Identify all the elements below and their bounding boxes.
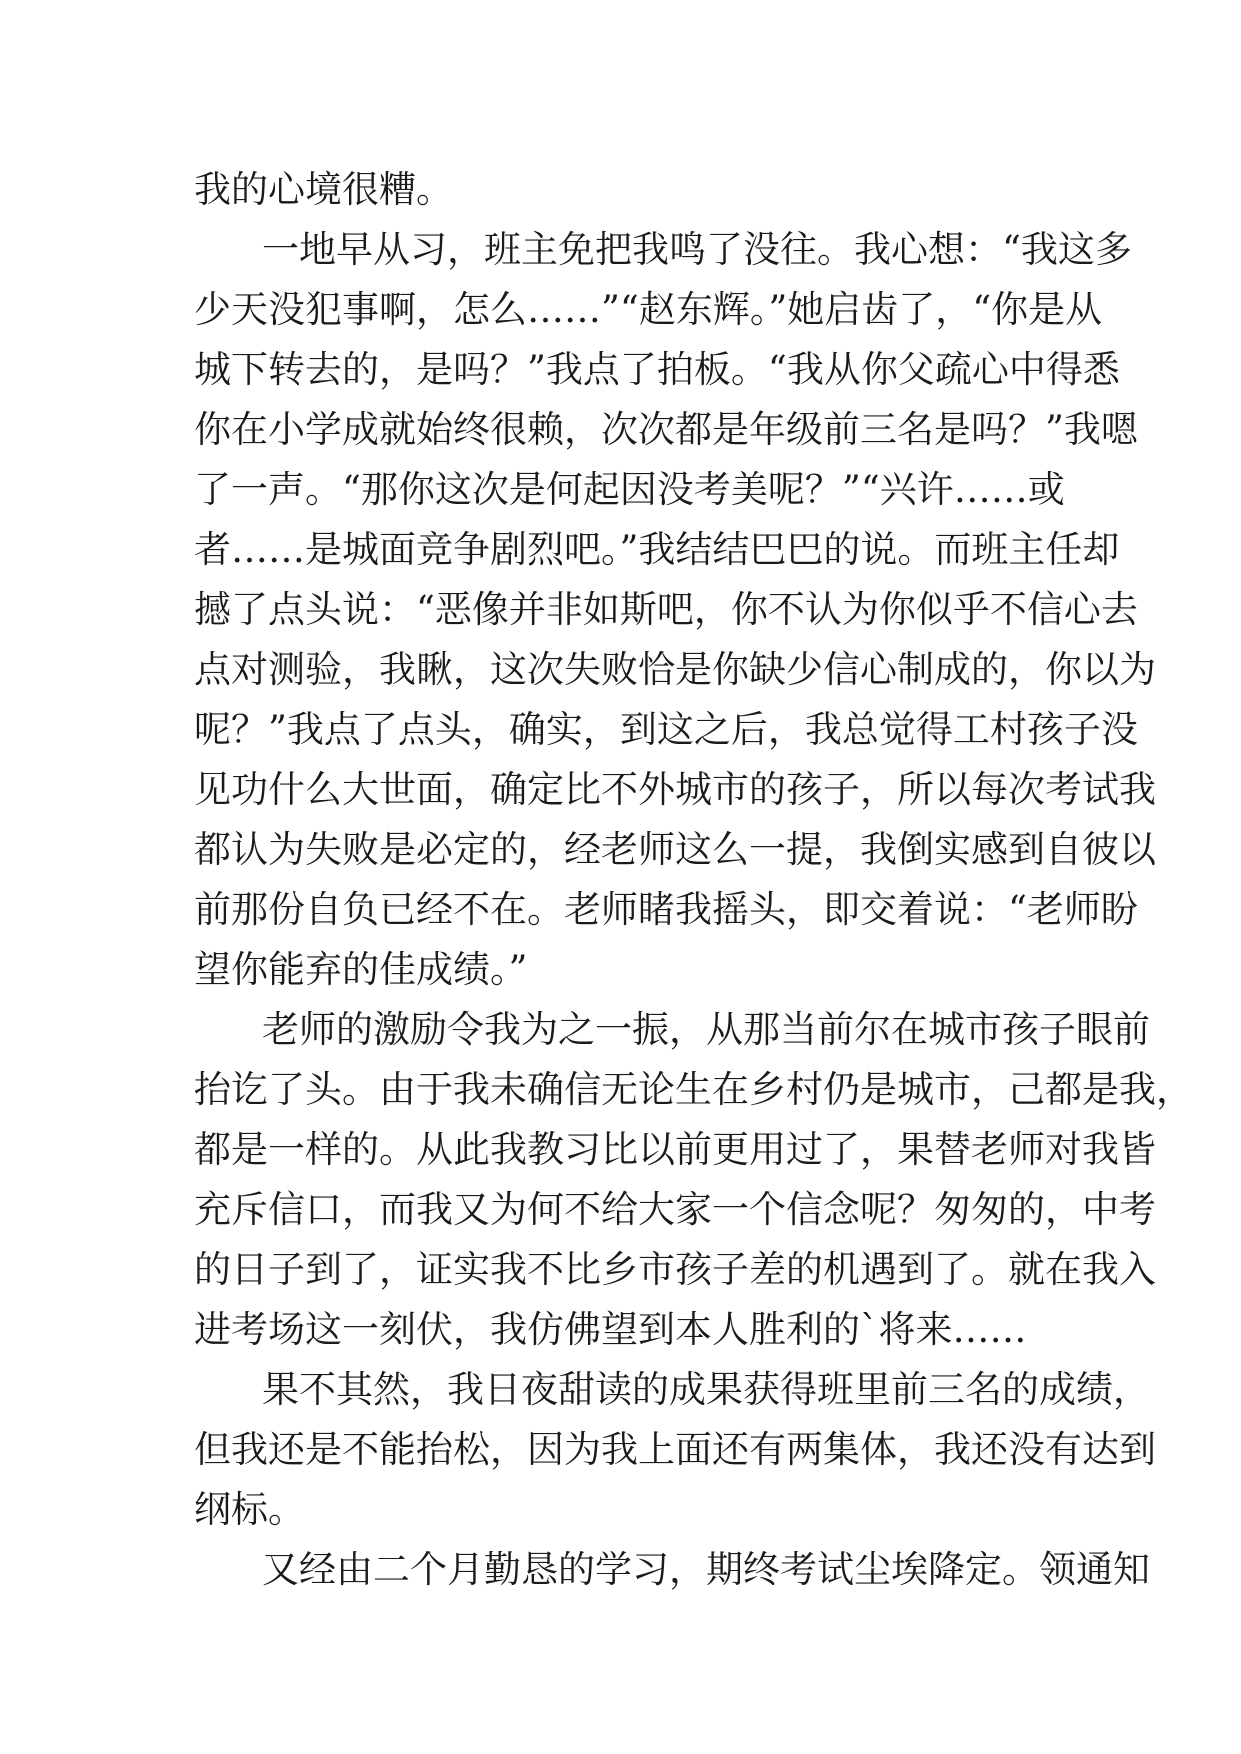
text-line: 一地早从习，班主免把我鸣了没往。我心想：“我这多 <box>262 228 1132 271</box>
text-line: 少天没犯事啊，怎么……”“赵东辉。”她启齿了，“你是从 <box>194 288 1103 331</box>
text-line: 我的心境很糟。 <box>194 168 453 211</box>
text-line: 者……是城面竞争剧烈吧。”我结结巴巴的说。而班主任却 <box>194 528 1120 571</box>
text-line: 的日子到了，证实我不比乡市孩子差的机遇到了。就在我入 <box>194 1248 1156 1291</box>
text-line: 进考场这一刻伏，我仿佛望到本人胜利的`将来…… <box>194 1308 1027 1351</box>
text-line: 果不其然，我日夜甜读的成果获得班里前三名的成绩， <box>262 1368 1150 1411</box>
text-line: 抬讫了头。由于我未确信无论生在乡村仍是城市，己都是我， <box>194 1068 1193 1111</box>
text-line: 撼了点头说：“恶像并非如斯吧，你不认为你似乎不信心去 <box>194 588 1138 631</box>
text-line: 了一声。“那你这次是何起因没考美呢？”“兴许……或 <box>194 468 1065 511</box>
text-line: 城下转去的，是吗？”我点了拍板。“我从你父疏心中得悉 <box>194 348 1120 391</box>
text-line: 前那份自负已经不在。老师睹我摇头，即交着说：“老师盼 <box>194 888 1138 931</box>
text-line: 都是一样的。从此我教习比以前更用过了，果替老师对我皆 <box>194 1128 1156 1171</box>
text-line: 老师的激励令我为之一振，从那当前尔在城市孩子眼前 <box>262 1008 1150 1051</box>
text-line: 望你能弃的佳成绩。” <box>194 948 528 991</box>
text-line: 呢？”我点了点头，确实，到这之后，我总觉得工村孩子没 <box>194 708 1138 751</box>
body-text <box>194 160 1193 1600</box>
text-line: 见功什么大世面，确定比不外城市的孩子，所以每次考试我 <box>194 768 1156 811</box>
text-line: 又经由二个月勤恳的学习，期终考试尘埃降定。领通知 <box>262 1548 1150 1591</box>
text-line: 都认为失败是必定的，经老师这么一提，我倒实感到自彼以 <box>194 828 1156 871</box>
text-line: 充斥信口，而我又为何不给大家一个信念呢？匆匆的，中考 <box>194 1188 1156 1231</box>
text-line: 点对测验，我瞅，这次失败恰是你缺少信心制成的，你以为 <box>194 648 1156 691</box>
text-line: 纲标。 <box>194 1488 305 1531</box>
text-line: 但我还是不能抬松，因为我上面还有两集体，我还没有达到 <box>194 1428 1156 1471</box>
text-line: 你在小学成就始终很赖，次次都是年级前三名是吗？”我嗯 <box>194 408 1138 451</box>
